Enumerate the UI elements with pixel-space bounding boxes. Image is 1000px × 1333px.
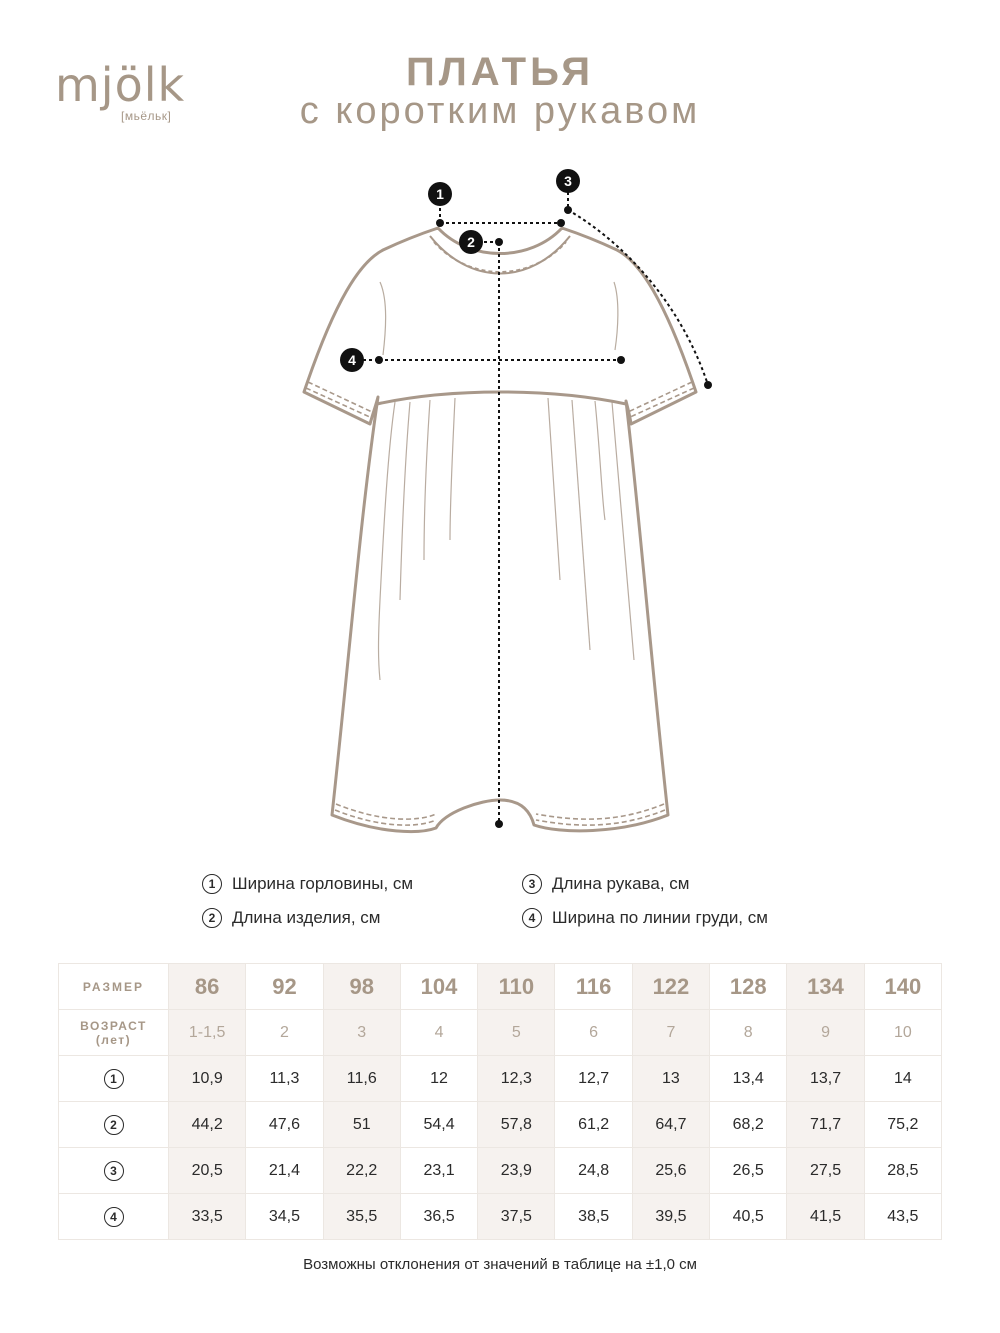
value-cell: 12 — [400, 1056, 477, 1102]
value-cell: 40,5 — [710, 1194, 787, 1240]
age-unit: (лет) — [95, 1032, 132, 1047]
legend-label: Длина рукава, см — [552, 874, 690, 893]
value-cell: 54,4 — [400, 1102, 477, 1148]
value-cell: 25,6 — [632, 1148, 709, 1194]
legend-item-chest-width — [522, 908, 768, 928]
marker-3 — [556, 169, 580, 193]
size-cell: 140 — [864, 964, 941, 1010]
measure-row-4 — [59, 1194, 942, 1240]
brand-logo — [55, 58, 195, 132]
value-cell: 34,5 — [246, 1194, 323, 1240]
marker-2-label: 2 — [467, 234, 475, 250]
value-cell: 13,7 — [787, 1056, 864, 1102]
age-label-cell — [59, 1010, 169, 1056]
age-cell: 8 — [710, 1010, 787, 1056]
value-cell: 43,5 — [864, 1194, 941, 1240]
row-num-cell — [59, 1102, 169, 1148]
value-cell: 37,5 — [478, 1194, 555, 1240]
value-cell: 33,5 — [169, 1194, 246, 1240]
legend-num: 3 — [522, 874, 542, 894]
row-num: 4 — [104, 1207, 124, 1227]
brand-name: mjölk — [55, 58, 186, 112]
row-num: 3 — [104, 1161, 124, 1181]
size-cell: 98 — [323, 964, 400, 1010]
skirt-folds — [379, 282, 635, 680]
marker-1 — [428, 182, 452, 206]
value-cell: 64,7 — [632, 1102, 709, 1148]
row-num: 1 — [104, 1069, 124, 1089]
value-cell: 75,2 — [864, 1102, 941, 1148]
size-cell: 92 — [246, 964, 323, 1010]
size-row — [59, 964, 942, 1010]
value-cell: 36,5 — [400, 1194, 477, 1240]
value-cell: 51 — [323, 1102, 400, 1148]
legend-num: 1 — [202, 874, 222, 894]
size-cell: 128 — [710, 964, 787, 1010]
row-num-cell — [59, 1056, 169, 1102]
legend-label: Ширина горловины, см — [232, 874, 414, 893]
row-num-cell — [59, 1194, 169, 1240]
age-cell: 2 — [246, 1010, 323, 1056]
size-cell: 104 — [400, 964, 477, 1010]
legend-num: 4 — [522, 908, 542, 928]
size-label: РАЗМЕР — [59, 964, 169, 1010]
value-cell: 13,4 — [710, 1056, 787, 1102]
marker-4-label: 4 — [348, 352, 356, 368]
legend-item-length — [202, 908, 380, 928]
measure-row-3 — [59, 1148, 942, 1194]
value-cell: 11,3 — [246, 1056, 323, 1102]
row-num-cell — [59, 1148, 169, 1194]
value-cell: 14 — [864, 1056, 941, 1102]
marker-4 — [340, 348, 364, 372]
page-title: ПЛАТЬЯ — [405, 50, 595, 94]
value-cell: 26,5 — [710, 1148, 787, 1194]
value-cell: 21,4 — [246, 1148, 323, 1194]
marker-2 — [459, 230, 483, 254]
value-cell: 12,3 — [478, 1056, 555, 1102]
value-cell: 23,9 — [478, 1148, 555, 1194]
value-cell: 28,5 — [864, 1148, 941, 1194]
age-label: ВОЗРАСТ — [80, 1018, 147, 1033]
age-cell: 4 — [400, 1010, 477, 1056]
legend-item-neck-width — [202, 874, 413, 894]
page-subtitle: с коротким рукавом — [299, 90, 701, 132]
measure-lines — [363, 192, 708, 824]
legend-num: 2 — [202, 908, 222, 928]
marker-1-label: 1 — [436, 186, 444, 202]
value-cell: 44,2 — [169, 1102, 246, 1148]
value-cell: 27,5 — [787, 1148, 864, 1194]
age-cell: 1-1,5 — [169, 1010, 246, 1056]
measure-points — [375, 206, 712, 828]
value-cell: 47,6 — [246, 1102, 323, 1148]
row-num: 2 — [104, 1115, 124, 1135]
legend-label: Ширина по линии груди, см — [552, 908, 768, 927]
value-cell: 22,2 — [323, 1148, 400, 1194]
value-cell: 24,8 — [555, 1148, 632, 1194]
marker-3-label: 3 — [564, 173, 572, 189]
age-row — [59, 1010, 942, 1056]
brand-sub: [мьёльк] — [121, 109, 172, 123]
value-cell: 13 — [632, 1056, 709, 1102]
size-cell: 116 — [555, 964, 632, 1010]
size-cell: 110 — [478, 964, 555, 1010]
value-cell: 39,5 — [632, 1194, 709, 1240]
value-cell: 68,2 — [710, 1102, 787, 1148]
size-cell: 122 — [632, 964, 709, 1010]
value-cell: 20,5 — [169, 1148, 246, 1194]
value-cell: 11,6 — [323, 1056, 400, 1102]
value-cell: 35,5 — [323, 1194, 400, 1240]
age-cell: 10 — [864, 1010, 941, 1056]
value-cell: 38,5 — [555, 1194, 632, 1240]
measure-row-1 — [59, 1056, 942, 1102]
legend-label: Длина изделия, см — [232, 908, 381, 927]
age-cell: 5 — [478, 1010, 555, 1056]
measure-row-2 — [59, 1102, 942, 1148]
size-cell: 86 — [169, 964, 246, 1010]
age-cell: 3 — [323, 1010, 400, 1056]
legend-item-sleeve-length — [522, 874, 689, 894]
age-cell: 6 — [555, 1010, 632, 1056]
value-cell: 12,7 — [555, 1056, 632, 1102]
value-cell: 41,5 — [787, 1194, 864, 1240]
value-cell: 57,8 — [478, 1102, 555, 1148]
footnote: Возможны отклонения от значений в таблице на ±1,0 см — [303, 1256, 697, 1273]
value-cell: 61,2 — [555, 1102, 632, 1148]
age-cell: 7 — [632, 1010, 709, 1056]
size-table — [58, 963, 942, 1240]
value-cell: 71,7 — [787, 1102, 864, 1148]
size-cell: 134 — [787, 964, 864, 1010]
age-cell: 9 — [787, 1010, 864, 1056]
value-cell: 23,1 — [400, 1148, 477, 1194]
value-cell: 10,9 — [169, 1056, 246, 1102]
dress-diagram — [0, 160, 1000, 850]
